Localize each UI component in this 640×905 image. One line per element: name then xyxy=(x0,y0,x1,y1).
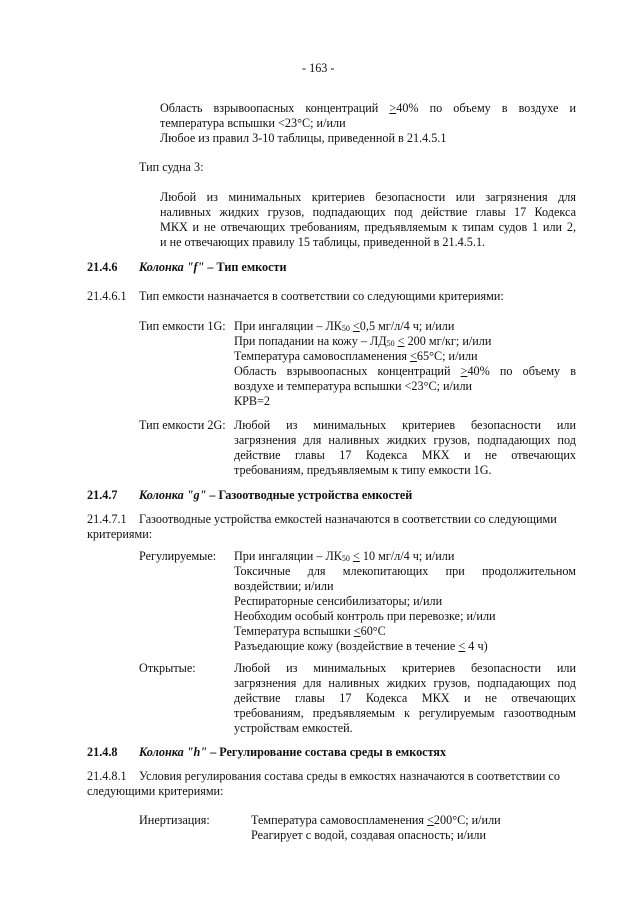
tank-type-1g-line-4: Область взрывоопасных концентраций >40% по объему в xyxy=(234,364,576,378)
tank-type-1g-line-6: КРВ=2 xyxy=(234,394,271,408)
tank-type-1g-line-5: воздухе и температура вспышки <23°C; и/или xyxy=(234,379,473,393)
regulated-line-2: Токсичные для млекопитающих при продолжительном xyxy=(234,564,576,578)
tank-type-1g-line-3: Температура самовоспламенения <65°C; и/или xyxy=(234,349,478,363)
para-21-4-8-1-line-2: следующими критериями: xyxy=(87,784,224,798)
inertization-label: Инертизация: xyxy=(139,813,210,827)
section-21-4-8-number: 21.4.8 xyxy=(87,745,118,759)
tank-type-2g-line-1: Любой из минимальных критериев безопасности или xyxy=(234,418,576,432)
section-21-4-6-number: 21.4.6 xyxy=(87,260,118,274)
ship-type-3-line-3: МКХ и не отвечающих требованиям, предъявляемым к типам судов 1 или 2, xyxy=(160,220,576,234)
regulated-label: Регулируемые: xyxy=(139,549,217,563)
tank-type-2g-line-3: действие главы 17 Кодекса МКХ и не отвечающих xyxy=(234,448,576,462)
para-21-4-8-1-line-1: Условия регулирования состава среды в емкостях назначаются в соответствии со xyxy=(139,769,560,783)
tank-type-1g-line-2: При попадании на кожу – $ЛД_{50} < 200$ мг/кг; и/или xyxy=(234,334,492,348)
open-line-1: Любой из минимальных критериев безопасности или xyxy=(234,661,576,675)
regulated-line-3: воздействии; и/или xyxy=(234,579,334,593)
intro-line-1: Область взрывоопасных концентраций >40% по объему в воздухе и xyxy=(160,101,576,115)
open-label: Открытые: xyxy=(139,661,196,675)
regulated-line-7: Разъедающие кожу (воздействие в течение < 4 ч) xyxy=(234,639,488,653)
section-21-4-7-title: Колонка "g" – Газоотводные устройства емкостей xyxy=(139,488,413,502)
intro-line-2: температура вспышки <23°C; и/или xyxy=(160,116,346,130)
para-21-4-7-1-line-1: Газоотводные устройства емкостей назначаются в соответствии со следующими xyxy=(139,512,557,526)
open-line-3: действие главы 17 Кодекса МКХ и не отвечающих xyxy=(234,691,576,705)
tank-type-2g-label: Тип емкости 2G: xyxy=(139,418,226,432)
regulated-line-6: Температура вспышки <60°C xyxy=(234,624,386,638)
section-21-4-6-title: Колонка "f" – Тип емкости xyxy=(139,260,287,274)
section-21-4-8-title: Колонка "h" – Регулирование состава среды в емкостях xyxy=(139,745,447,759)
para-21-4-6-1-number: 21.4.6.1 xyxy=(87,289,127,303)
regulated-line-4: Респираторные сенсибилизаторы; и/или xyxy=(234,594,443,608)
open-line-4: требованиям, предъявляемым к регулируемым газоотводным xyxy=(234,706,576,720)
para-21-4-7-1-line-2: критериями: xyxy=(87,527,153,541)
para-21-4-8-1-number: 21.4.8.1 xyxy=(87,769,127,783)
section-21-4-7-number: 21.4.7 xyxy=(87,488,118,502)
ship-type-3-line-4: и не отвечающих правилу 15 таблицы, приведенной в 21.4.5.1. xyxy=(160,235,486,249)
open-line-2: загрязнения для наливных жидких грузов, подпадающих под xyxy=(234,676,576,690)
tank-type-2g-line-2: загрязнения для наливных жидких грузов, подпадающих под xyxy=(234,433,576,447)
regulated-line-5: Необходим особый контроль при перевозке; и/или xyxy=(234,609,496,623)
ship-type-3-line-2: наливных жидких грузов, подпадающих под действие главы 17 Кодекса xyxy=(160,205,576,219)
inertization-line-2: Реагирует с водой, создавая опасность; и/или xyxy=(251,828,487,842)
open-line-5: устройствам емкостей. xyxy=(234,721,353,735)
intro-line-3: Любое из правил 3-10 таблицы, приведенной в 21.4.5.1 xyxy=(160,131,447,145)
para-21-4-6-1-text: Тип емкости назначается в соответствии со следующими критериями: xyxy=(139,289,504,303)
ship-type-3-line-1: Любой из минимальных критериев безопасности или загрязнения для xyxy=(160,190,576,204)
tank-type-1g-line-1: При ингаляции – $ЛК_{50} <0,5$ мг/л/4 ч; и/или xyxy=(234,319,455,333)
inertization-line-1: Температура самовоспламенения <200°C; и/или xyxy=(251,813,501,827)
para-21-4-7-1-number: 21.4.7.1 xyxy=(87,512,127,526)
page-number: - 163 - xyxy=(302,61,335,75)
regulated-line-1: При ингаляции – $ЛК_{50} < 10$ мг/л/4 ч; и/или xyxy=(234,549,455,563)
tank-type-1g-label: Тип емкости 1G: xyxy=(139,319,226,333)
ship-type-3-label: Тип судна 3: xyxy=(139,160,204,174)
tank-type-2g-line-4: требованиям, предъявляемым к типу емкости 1G. xyxy=(234,463,492,477)
